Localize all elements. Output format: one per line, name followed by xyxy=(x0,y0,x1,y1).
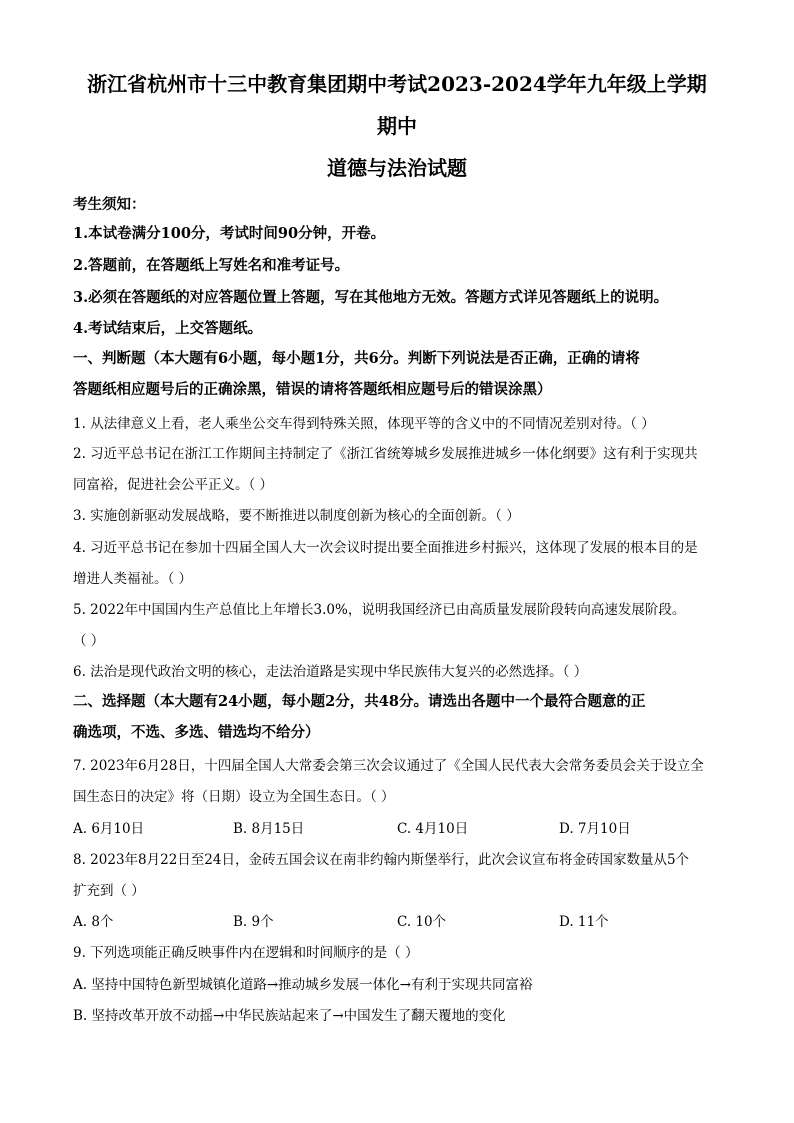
question-7-option-a: A. 6月10日 xyxy=(73,821,145,837)
question-6: 6. 法治是现代政治文明的核心，走法治道路是实现中华民族伟大复兴的必然选择。（ ） xyxy=(73,664,588,680)
exam-subject-title: 道德与法治试题 xyxy=(327,156,467,180)
question-8-option-a: A. 8个 xyxy=(73,914,114,930)
question-7-option-d: D. 7月10日 xyxy=(559,821,631,837)
section1-heading-line2: 答题纸相应题号后的正确涂黑，错误的请将答题纸相应题号后的错误涂黑） xyxy=(73,381,552,398)
question-2-line2: 同富裕，促进社会公平正义。（ ） xyxy=(73,477,274,493)
question-9: 9. 下列选项能正确反映事件内在逻辑和时间顺序的是（ ） xyxy=(73,945,419,961)
question-8-line2: 扩充到（ ） xyxy=(73,883,145,899)
question-8-option-b: B. 9个 xyxy=(233,914,274,930)
question-1: 1. 从法律意义上看，老人乘坐公交车得到特殊关照，体现平等的含义中的不同情况差别对待。（ ） xyxy=(73,416,655,432)
section2-heading-line1: 二、选择题（本大题有24小题，每小题2分，共48分。请选出各题中一个最符合题意的正 xyxy=(73,693,646,710)
question-8-line1: 8. 2023年8月22日至24日，金砖五国会议在南非约翰内斯堡举行，此次会议宣布将金砖国家数量从5个 xyxy=(73,852,690,868)
question-9-option-a: A. 坚持中国特色新型城镇化道路→推动城乡发展一体化→有利于实现共同富裕 xyxy=(73,977,533,993)
question-8-option-d: D. 11个 xyxy=(559,914,609,930)
section2-heading-line2: 确选项，不选、多选、错选均不给分） xyxy=(73,724,320,741)
question-4-line2: 增进人类福祉。（ ） xyxy=(73,571,193,587)
exam-title-line2: 期中 xyxy=(377,114,417,138)
notice-item-1: 1.本试卷满分100分，考试时间90分钟，开卷。 xyxy=(73,225,386,242)
question-3: 3. 实施创新驱动发展战略，要不断推进以制度创新为核心的全面创新。（ ） xyxy=(73,508,520,524)
notice-item-2: 2.答题前，在答题纸上写姓名和准考证号。 xyxy=(73,257,350,274)
exam-title-line1: 浙江省杭州市十三中教育集团期中考试2023-2024学年九年级上学期 xyxy=(87,72,707,96)
question-7-option-b: B. 8月15日 xyxy=(233,821,305,837)
section1-heading-line1: 一、判断题（本大题有6小题，每小题1分，共6分。判断下列说法是否正确，正确的请将 xyxy=(73,350,640,367)
question-4-line1: 4. 习近平总书记在参加十四届全国人大一次会议时提出要全面推进乡村振兴，这体现了发展的根本目的是 xyxy=(73,540,698,556)
question-5-line1: 5. 2022年中国国内生产总值比上年增长3.0%，说明我国经济已由高质量发展阶段转向高速发展阶段。 xyxy=(73,602,686,618)
question-8-option-c: C. 10个 xyxy=(397,914,447,930)
notice-item-4: 4.考试结束后，上交答题纸。 xyxy=(73,320,263,337)
question-7-line1: 7. 2023年6月28日，十四届全国人大常委会第三次会议通过了《全国人民代表大会常务委员会关于设立全 xyxy=(73,758,704,774)
question-7-option-c: C. 4月10日 xyxy=(397,821,469,837)
question-5-line2: （ ） xyxy=(73,633,105,649)
question-9-option-b: B. 坚持改革开放不动摇→中华民族站起来了→中国发生了翻天覆地的变化 xyxy=(73,1008,506,1024)
question-2-line1: 2. 习近平总书记在浙江工作期间主持制定了《浙江省统筹城乡发展推进城乡一体化纲要》这有利于实现共 xyxy=(73,446,698,462)
notice-heading: 考生须知： xyxy=(73,196,146,213)
question-7-line2: 国生态日的决定》将（日期）设立为全国生态日。（ ） xyxy=(73,789,395,805)
notice-item-3: 3.必须在答题纸的对应答题位置上答题，写在其他地方无效。答题方式详见答题纸上的说明。 xyxy=(73,289,669,306)
